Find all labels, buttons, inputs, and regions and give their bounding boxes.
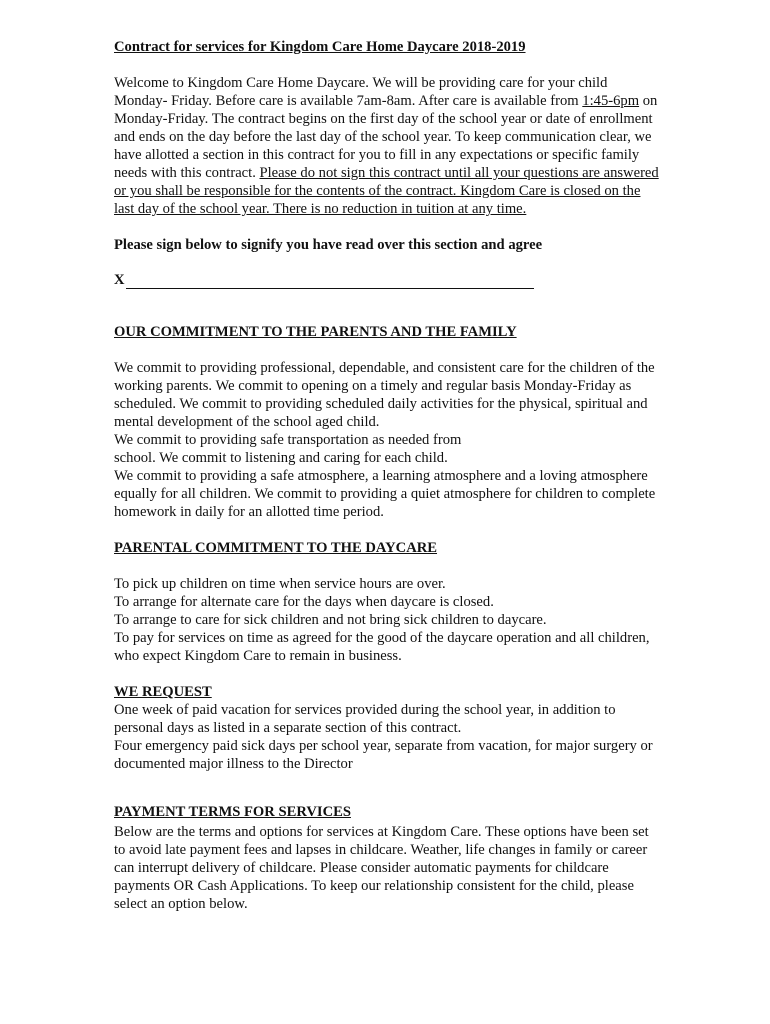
request-line: One week of paid vacation for services provided during the school year, in addition to personal days as listed in a separate section of this contract. — [114, 702, 616, 736]
signature-mark: X — [114, 272, 125, 288]
payment-heading: PAYMENT TERMS FOR SERVICES — [114, 804, 351, 820]
contract-page — [114, 38, 660, 913]
signature-rule — [126, 274, 534, 289]
parental-section — [114, 575, 660, 665]
signing-warning: Please do not sign this contract until all your questions are answered or you shall be responsible for the contents of the contract. Kingdom Care is closed on the last day of the school year. There is no reduction in tuition at any time. — [114, 165, 659, 217]
intro-text-b: on Monday-Friday. The contract begins on the first day of the school year or date of enrollment and ends on the day before the last day of the school year. To keep communication clear, we have allotted a section in this contract for you to fill in any expectations or specific family needs with this contract. — [114, 93, 658, 181]
request-heading: WE REQUEST — [114, 684, 212, 700]
intro-text-a: Welcome to Kingdom Care Home Daycare. We will be providing care for your child Monday- Friday. Before care is available 7am-8am. After care is available from — [114, 75, 608, 109]
sign-prompt: Please sign below to signify you have read over this section and agree — [114, 237, 543, 253]
commitment-line: We commit to providing professional, dependable, and consistent care for the children of the working parents. We commit to opening on a timely and regular basis Monday-Friday as scheduled. We commit to providing scheduled daily activities for the physical, spiritual and mental development of the school aged child. — [114, 360, 655, 430]
parental-line: To arrange for alternate care for the days when daycare is closed. — [114, 594, 494, 610]
intro-paragraph — [114, 74, 660, 218]
request-section — [114, 701, 660, 773]
parental-line: To arrange to care for sick children and not bring sick children to daycare. — [114, 612, 547, 628]
parental-line: To pick up children on time when service hours are over. — [114, 576, 446, 592]
commitment-line: We commit to providing safe transportation as needed from — [114, 432, 462, 448]
commitment-heading: OUR COMMITMENT TO THE PARENTS AND THE FAMILY — [114, 324, 517, 340]
commitment-line: school. We commit to listening and caring for each child. — [114, 450, 448, 466]
after-care-time: 1:45-6pm — [582, 93, 640, 109]
payment-text: Below are the terms and options for services at Kingdom Care. These options have been set to avoid late payment fees and lapses in childcare. Weather, life changes in family or career can interrupt delivery of childcare. Please consider automatic payments for childcare payments OR Cash Applications. To keep our relationship consistent for the child, please select an option below. — [114, 824, 649, 912]
request-line: Four emergency paid sick days per school year, separate from vacation, for major surgery or documented major illness to the Director — [114, 738, 653, 772]
contract-title: Contract for services for Kingdom Care Home Daycare 2018-2019 — [114, 39, 526, 55]
parental-heading: PARENTAL COMMITMENT TO THE DAYCARE — [114, 540, 438, 556]
commitment-section — [114, 359, 660, 521]
signature-line[interactable] — [114, 271, 660, 289]
commitment-line: We commit to providing a safe atmosphere, a learning atmosphere and a loving atmosphere equally for all children. We commit to providing a quiet atmosphere for children to complete homework in daily for an allotted time period. — [114, 468, 656, 520]
parental-line: To pay for services on time as agreed for the good of the daycare operation and all children, who expect Kingdom Care to remain in business. — [114, 630, 650, 664]
